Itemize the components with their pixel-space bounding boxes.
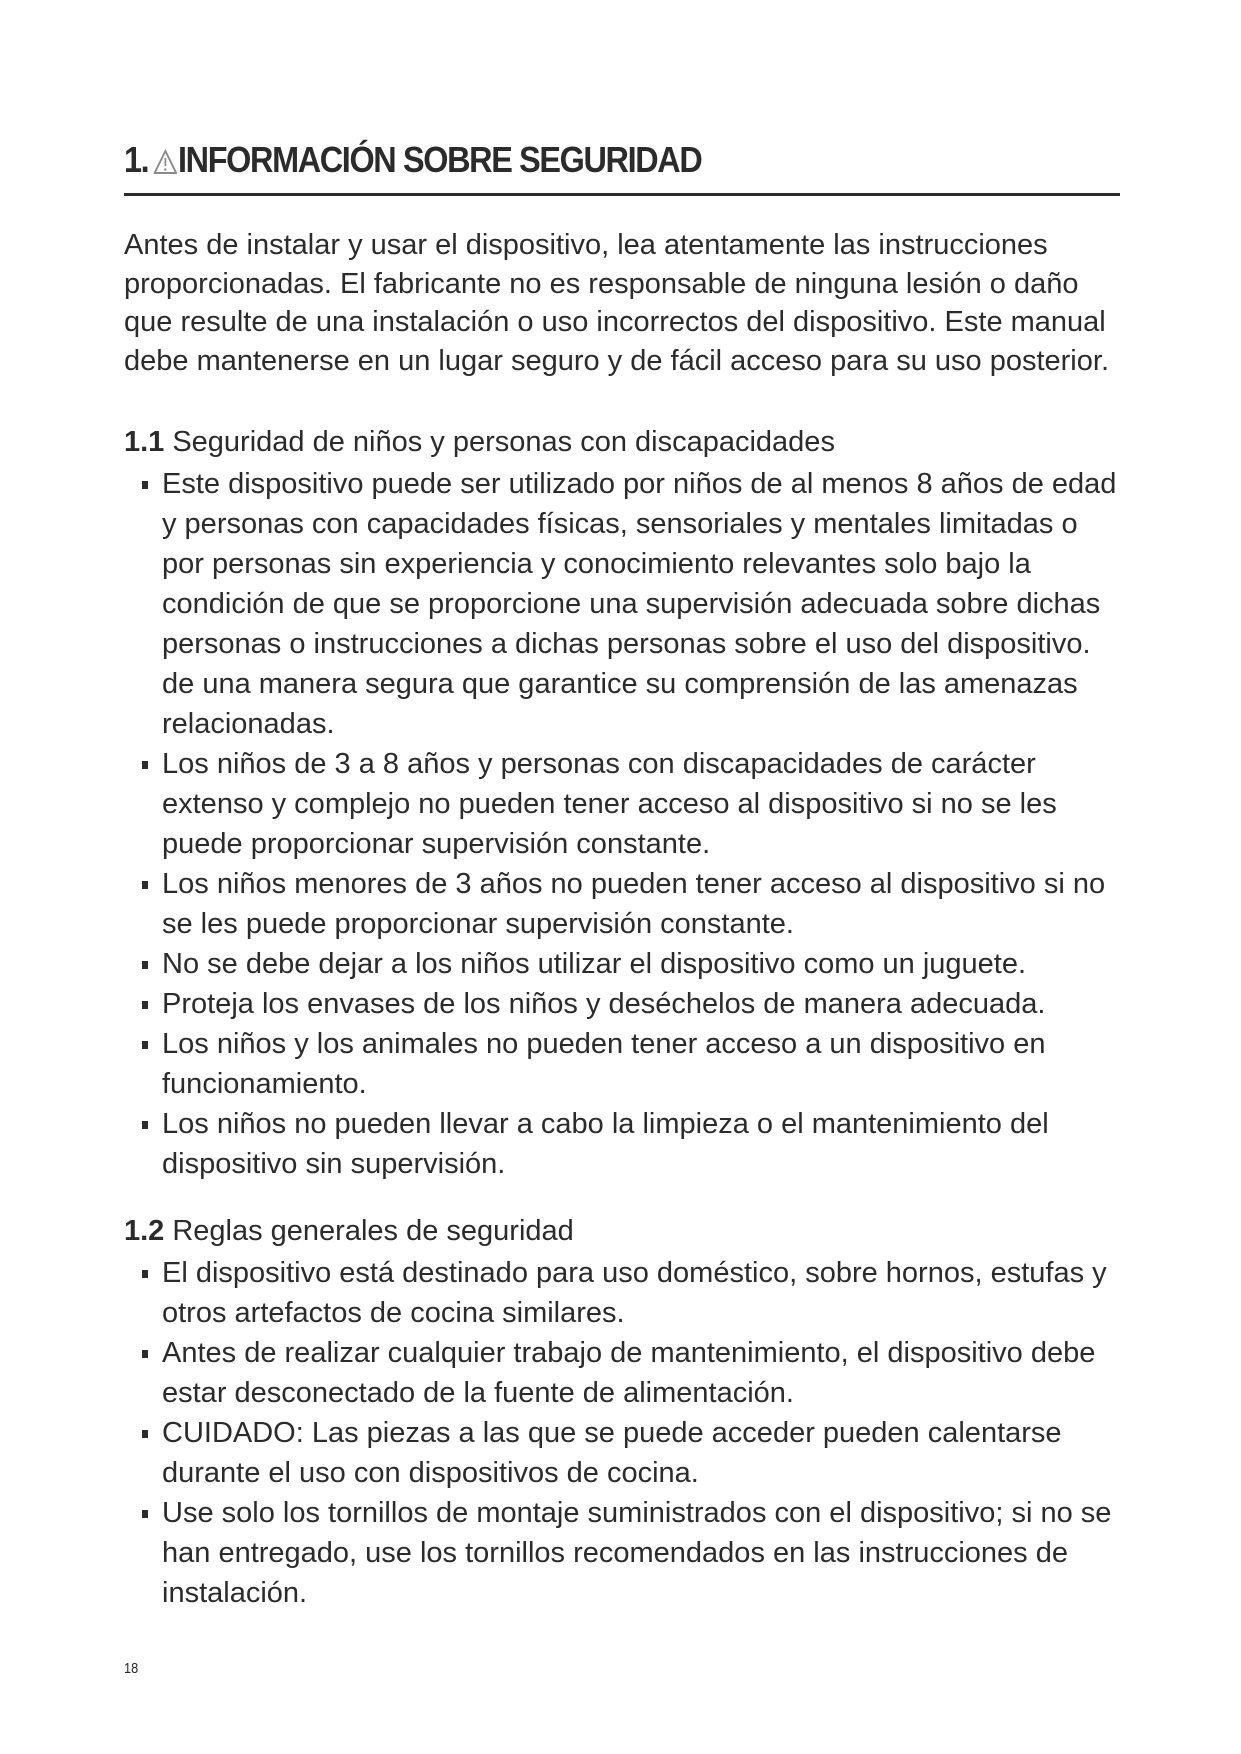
list-item-text: Los niños de 3 a 8 años y personas con discapacidades de carácter extenso y complejo no pueden tener acceso al dispositivo si no se les puede proporcionar supervisión constante. bbox=[162, 748, 1057, 860]
list-item bbox=[142, 1104, 1122, 1184]
bullet-marker bbox=[142, 481, 148, 489]
list-item bbox=[142, 984, 1122, 1024]
list-item-text: Proteja los envases de los niños y deséchelos de manera adecuada. bbox=[162, 988, 1046, 1020]
bullet-marker bbox=[142, 1510, 148, 1518]
list-item bbox=[142, 1333, 1122, 1413]
heading-title: INFORMACIÓN SOBRE SEGURIDAD bbox=[178, 139, 702, 180]
bullet-marker bbox=[142, 1270, 148, 1278]
subsection-1-1-title: Seguridad de niños y personas con discapacidades bbox=[172, 426, 835, 458]
page-number: 18 bbox=[124, 1660, 139, 1677]
list-item bbox=[142, 744, 1122, 864]
list-item-text: Este dispositivo puede ser utilizado por niños de al menos 8 años de edad y personas con capacidades físicas, sensoriales y mentales limitadas o por personas sin experiencia y conocimiento relevantes solo bajo la condición de que se proporcione una supervisión adecuada sobre dichas personas o instrucciones a dichas personas sobre el uso del dispositivo. de una manera segura que garantice su comprensión de las amenazas relacionadas. bbox=[162, 468, 1117, 740]
bullet-marker bbox=[142, 881, 148, 889]
subsection-1-1-number: 1.1 bbox=[124, 426, 165, 458]
bullet-marker bbox=[142, 1001, 148, 1009]
intro-paragraph: Antes de instalar y usar el dispositivo, lea atentamente las instrucciones proporcionadas. El fabricante no es responsable de ninguna lesión o daño que resulte de una instalación o uso incorrectos del dispositivo. Este manual debe mantenerse en un lugar seguro y de fácil acceso para su uso posterior. bbox=[124, 229, 1109, 377]
list-item-text: El dispositivo está destinado para uso doméstico, sobre hornos, estufas y otros artefactos de cocina similares. bbox=[162, 1257, 1107, 1329]
warning-triangle-icon bbox=[154, 141, 177, 167]
list-item-text: Los niños y los animales no pueden tener acceso a un dispositivo en funcionamiento. bbox=[162, 1028, 1046, 1100]
bullet-marker bbox=[142, 1430, 148, 1438]
list-item bbox=[142, 864, 1122, 944]
bullet-marker bbox=[142, 1350, 148, 1358]
section-heading bbox=[124, 138, 1120, 196]
subsection-1-2-number: 1.2 bbox=[124, 1215, 165, 1247]
subsection-1-2-list bbox=[142, 1253, 1122, 1613]
manual-page bbox=[124, 0, 1120, 1754]
list-item bbox=[142, 1253, 1122, 1333]
heading-number: 1. bbox=[124, 139, 149, 180]
list-item bbox=[142, 1024, 1122, 1104]
subsection-1-1-list bbox=[142, 464, 1122, 1184]
list-item-text: Use solo los tornillos de montaje suministrados con el dispositivo; si no se han entregado, use los tornillos recomendados en las instrucciones de instalación. bbox=[162, 1497, 1112, 1609]
bullet-marker bbox=[142, 1041, 148, 1049]
list-item bbox=[142, 464, 1122, 744]
list-item-text: No se debe dejar a los niños utilizar el dispositivo como un juguete. bbox=[162, 948, 1027, 980]
subsection-1-2-title: Reglas generales de seguridad bbox=[172, 1215, 574, 1247]
list-item bbox=[142, 1493, 1122, 1613]
list-item-text: CUIDADO: Las piezas a las que se puede acceder pueden calentarse durante el uso con dispositivos de cocina. bbox=[162, 1417, 1062, 1489]
list-item-text: Los niños menores de 3 años no pueden tener acceso al dispositivo si no se les puede proporcionar supervisión constante. bbox=[162, 868, 1106, 940]
list-item-text: Los niños no pueden llevar a cabo la limpieza o el mantenimiento del dispositivo sin supervisión. bbox=[162, 1108, 1049, 1180]
bullet-marker bbox=[142, 761, 148, 769]
bullet-marker bbox=[142, 1121, 148, 1129]
list-item-text: Antes de realizar cualquier trabajo de mantenimiento, el dispositivo debe estar desconectado de la fuente de alimentación. bbox=[162, 1337, 1096, 1409]
bullet-marker bbox=[142, 961, 148, 969]
list-item bbox=[142, 944, 1122, 984]
list-item bbox=[142, 1413, 1122, 1493]
subsection-1-2-heading bbox=[124, 1212, 1120, 1250]
subsection-1-1-heading bbox=[124, 423, 1120, 461]
